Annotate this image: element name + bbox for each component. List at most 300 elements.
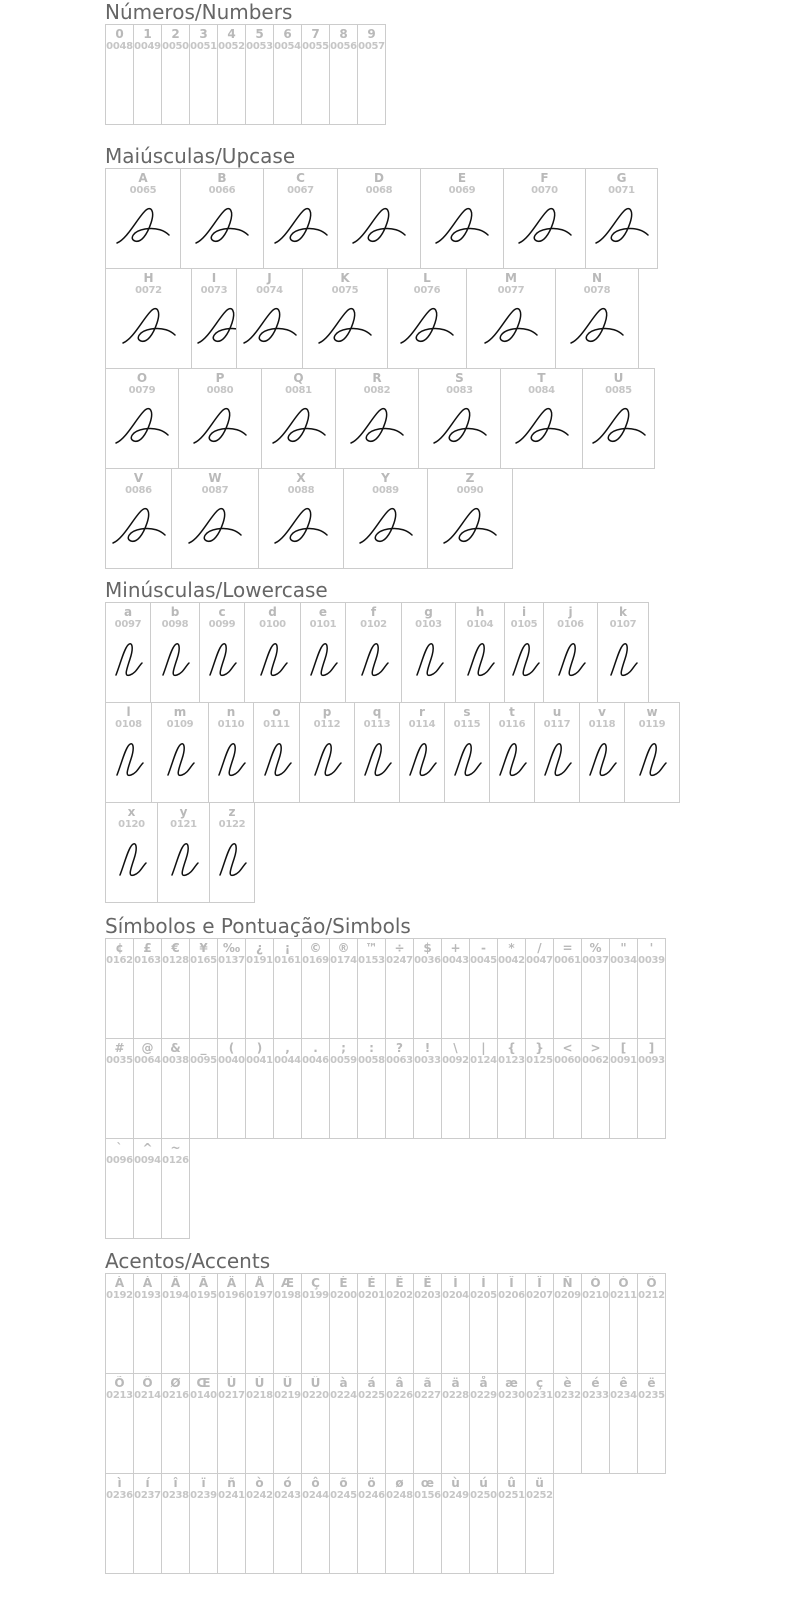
- glyph-code-label: 0036: [414, 955, 441, 966]
- glyph-char-label: z: [228, 805, 236, 819]
- glyph-char-label: J: [267, 271, 272, 285]
- glyph-cell: [178, 368, 262, 469]
- glyph-cell: [582, 368, 655, 469]
- script-glyph-preview: [107, 501, 171, 553]
- glyph-cell: [329, 1038, 358, 1139]
- script-glyph-preview: [190, 201, 254, 253]
- glyph-char-label: ó: [283, 1476, 292, 1490]
- glyph-cell: [469, 938, 498, 1039]
- glyph-cell: [209, 802, 255, 903]
- script-glyph-preview: [202, 635, 242, 687]
- glyph-code-label: 0100: [259, 619, 286, 630]
- glyph-row: [105, 802, 679, 902]
- glyph-char-label: ]: [648, 1041, 655, 1055]
- glyph-cell: [263, 168, 338, 269]
- glyph-code-label: 0105: [510, 619, 538, 630]
- glyph-cell: [105, 602, 151, 703]
- glyph-cell: [357, 1273, 386, 1374]
- glyph-code-label: 0213: [106, 1390, 133, 1401]
- glyph-char-label: c: [218, 605, 226, 619]
- glyph-cell: [441, 1373, 470, 1474]
- glyph-cell: [105, 1473, 134, 1574]
- glyph-code-label: 0161: [274, 955, 301, 966]
- glyph-char-label: ä: [451, 1376, 460, 1390]
- glyph-cell: [258, 468, 344, 569]
- glyph-cell: [261, 368, 336, 469]
- glyph-code-label: 0236: [106, 1490, 133, 1501]
- glyph-cell: [581, 1373, 610, 1474]
- glyph-cell: [637, 938, 666, 1039]
- glyph-cell: [357, 1473, 386, 1574]
- glyph-char-label: À: [114, 1276, 125, 1290]
- glyph-code-label: 0217: [218, 1390, 245, 1401]
- glyph-code-label: 0084: [528, 385, 555, 396]
- glyph-char-label: Â: [170, 1276, 181, 1290]
- glyph-code-label: 0073: [200, 285, 228, 296]
- glyph-cell: [245, 1373, 274, 1474]
- glyph-cell: [189, 938, 218, 1039]
- glyph-cell: [105, 268, 192, 369]
- glyph-code-label: 0109: [166, 719, 194, 730]
- glyph-code-label: 0043: [442, 955, 469, 966]
- glyph-code-label: 0206: [498, 1290, 525, 1301]
- glyph-char-label: X: [296, 471, 306, 485]
- glyph-code-label: 0228: [442, 1390, 469, 1401]
- glyph-char-label: H: [143, 271, 154, 285]
- glyph-cell: [497, 1038, 526, 1139]
- glyph-code-label: 0110: [217, 719, 245, 730]
- glyph-char-label: >: [590, 1041, 601, 1055]
- glyph-cell: [189, 24, 218, 125]
- glyph-cell: [273, 1473, 302, 1574]
- glyph-code-label: 0125: [526, 1055, 553, 1066]
- glyph-char-label: y: [179, 805, 188, 819]
- glyph-code-label: 0227: [414, 1390, 441, 1401]
- glyph-row: [105, 602, 679, 702]
- script-glyph-preview: [238, 301, 302, 353]
- glyph-char-label: ñ: [227, 1476, 236, 1490]
- glyph-cell: [469, 1473, 498, 1574]
- glyph-code-label: 0111: [263, 719, 290, 730]
- glyph-code-label: 0246: [358, 1490, 385, 1501]
- glyph-cell: [585, 168, 658, 269]
- glyph-char-label: Ó: [618, 1276, 629, 1290]
- glyph-code-label: 0067: [287, 185, 314, 196]
- glyph-code-label: 0211: [610, 1290, 637, 1301]
- glyph-grid: [105, 938, 665, 1238]
- glyph-char-label: /: [537, 941, 542, 955]
- glyph-char-label: |: [481, 1041, 486, 1055]
- script-glyph-preview: [447, 735, 487, 787]
- glyph-cell: [157, 802, 210, 903]
- glyph-cell: [387, 268, 467, 369]
- glyph-char-label: Ë: [423, 1276, 432, 1290]
- glyph-code-label: 0219: [274, 1390, 301, 1401]
- script-glyph-preview: [267, 401, 331, 453]
- glyph-cell: [301, 938, 330, 1039]
- glyph-cell: [609, 1038, 638, 1139]
- glyph-char-label: Ê: [395, 1276, 404, 1290]
- glyph-code-label: 0049: [134, 41, 161, 52]
- glyph-cell: [525, 1273, 554, 1374]
- glyph-row: [105, 368, 657, 468]
- glyph-cell: [105, 802, 158, 903]
- glyph-char-label: ~: [170, 1141, 181, 1155]
- glyph-cell: [441, 1273, 470, 1374]
- glyph-cell: [553, 938, 582, 1039]
- glyph-code-label: 0230: [498, 1390, 525, 1401]
- glyph-cell: [300, 602, 346, 703]
- glyph-code-label: 0231: [526, 1390, 553, 1401]
- glyph-code-label: 0224: [330, 1390, 357, 1401]
- glyph-char-label: ®: [337, 941, 350, 955]
- glyph-cell: [597, 602, 649, 703]
- glyph-code-label: 0053: [246, 41, 273, 52]
- glyph-cell: [500, 368, 583, 469]
- glyph-cell: [301, 1273, 330, 1374]
- glyph-char-label: {: [507, 1041, 516, 1055]
- glyph-cell: [133, 1038, 162, 1139]
- glyph-char-label: Ä: [226, 1276, 237, 1290]
- glyph-code-label: 0069: [448, 185, 476, 196]
- script-glyph-preview: [582, 735, 622, 787]
- glyph-code-label: 0034: [610, 955, 637, 966]
- glyph-char-label: ê: [619, 1376, 628, 1390]
- glyph-cell: [105, 368, 179, 469]
- glyph-cell: [329, 24, 358, 125]
- glyph-char-label: T: [537, 371, 546, 385]
- glyph-cell: [105, 938, 134, 1039]
- glyph-char-label: ‰: [222, 941, 241, 955]
- script-glyph-preview: [357, 735, 397, 787]
- glyph-cell: [343, 468, 428, 569]
- glyph-code-label: 0241: [218, 1490, 245, 1501]
- glyph-char-label: S: [455, 371, 464, 385]
- glyph-code-label: 0071: [608, 185, 635, 196]
- glyph-code-label: 0080: [206, 385, 234, 396]
- glyph-char-label: £: [143, 941, 152, 955]
- script-glyph-preview: [109, 735, 149, 787]
- glyph-char-label: ò: [255, 1476, 264, 1490]
- glyph-code-label: 0102: [360, 619, 387, 630]
- section-title: Números/Numbers: [105, 0, 293, 24]
- glyph-code-label: 0128: [162, 955, 189, 966]
- glyph-char-label: Y: [381, 471, 390, 485]
- glyph-char-label: =: [562, 941, 573, 955]
- glyph-cell: [413, 938, 442, 1039]
- glyph-grid: [105, 24, 385, 124]
- glyph-char-label: !: [424, 1041, 431, 1055]
- glyph-code-label: 0095: [190, 1055, 217, 1066]
- section: [105, 578, 679, 902]
- glyph-cell: [217, 938, 246, 1039]
- glyph-cell: [273, 1373, 302, 1474]
- glyph-cell: [161, 1373, 190, 1474]
- glyph-char-label: k: [619, 605, 627, 619]
- glyph-cell: [469, 1373, 498, 1474]
- glyph-code-label: 0244: [302, 1490, 329, 1501]
- glyph-code-label: 0044: [274, 1055, 301, 1066]
- glyph-code-label: 0226: [386, 1390, 413, 1401]
- glyph-cell: [189, 1273, 218, 1374]
- glyph-char-label: ?: [396, 1041, 403, 1055]
- glyph-cell: [624, 702, 680, 803]
- glyph-char-label: ø: [395, 1476, 404, 1490]
- glyph-char-label: ì: [117, 1476, 122, 1490]
- glyph-code-label: 0068: [365, 185, 393, 196]
- glyph-code-label: 0094: [134, 1155, 161, 1166]
- glyph-code-label: 0243: [274, 1490, 301, 1501]
- script-glyph-preview: [587, 401, 651, 453]
- glyph-char-label: A: [138, 171, 148, 185]
- glyph-cell: [105, 1273, 134, 1374]
- glyph-char-label: 2: [171, 27, 180, 41]
- glyph-cell: [579, 702, 625, 803]
- glyph-char-label: (: [228, 1041, 235, 1055]
- glyph-cell: [581, 1038, 610, 1139]
- glyph-cell: [497, 1273, 526, 1374]
- glyph-char-label: Ï: [537, 1276, 542, 1290]
- glyph-cell: [273, 24, 302, 125]
- glyph-code-label: 0101: [309, 619, 337, 630]
- glyph-code-label: 0060: [554, 1055, 581, 1066]
- glyph-char-label: x: [127, 805, 136, 819]
- glyph-cell: [245, 1273, 274, 1374]
- glyph-cell: [504, 602, 544, 703]
- glyph-char-label: Æ: [280, 1276, 295, 1290]
- glyph-row: [105, 702, 679, 802]
- glyph-code-label: 0233: [582, 1390, 609, 1401]
- script-glyph-preview: [492, 735, 532, 787]
- glyph-char-label: g: [424, 605, 433, 619]
- glyph-char-label: Ô: [646, 1276, 657, 1290]
- glyph-char-label: 6: [283, 27, 292, 41]
- glyph-cell: [345, 602, 402, 703]
- glyph-cell: [105, 1373, 134, 1474]
- glyph-char-label: Z: [465, 471, 475, 485]
- section-title: Minúsculas/Lowercase: [105, 578, 328, 602]
- glyph-cell: [301, 1473, 330, 1574]
- glyph-char-label: ': [649, 941, 654, 955]
- glyph-cell: [245, 24, 274, 125]
- glyph-code-label: 0045: [470, 955, 497, 966]
- glyph-code-label: 0248: [386, 1490, 413, 1501]
- glyph-char-label: P: [215, 371, 225, 385]
- glyph-char-label: É: [367, 1276, 376, 1290]
- glyph-cell: [385, 1473, 414, 1574]
- glyph-code-label: 0247: [386, 955, 413, 966]
- glyph-code-label: 0123: [498, 1055, 525, 1066]
- glyph-char-label: 9: [367, 27, 376, 41]
- glyph-char-label: 3: [199, 27, 208, 41]
- glyph-code-label: 0041: [246, 1055, 273, 1066]
- glyph-code-label: 0153: [358, 955, 385, 966]
- glyph-char-label: 4: [227, 27, 236, 41]
- glyph-cell: [534, 702, 580, 803]
- glyph-code-label: 0196: [218, 1290, 245, 1301]
- glyph-char-label: ü: [535, 1476, 544, 1490]
- glyph-cell: [161, 1473, 190, 1574]
- glyph-char-label: ô: [311, 1476, 320, 1490]
- glyph-cell: [133, 1138, 162, 1239]
- glyph-cell: [244, 602, 301, 703]
- glyph-code-label: 0195: [190, 1290, 217, 1301]
- glyph-cell: [301, 1373, 330, 1474]
- glyph-code-label: 0083: [446, 385, 473, 396]
- glyph-char-label: [: [620, 1041, 627, 1055]
- glyph-cell: [357, 24, 386, 125]
- script-glyph-preview: [537, 735, 577, 787]
- glyph-code-label: 0093: [638, 1055, 665, 1066]
- script-glyph-preview: [164, 835, 204, 887]
- glyph-cell: [413, 1273, 442, 1374]
- glyph-code-label: 0107: [609, 619, 637, 630]
- glyph-char-label: õ: [339, 1476, 348, 1490]
- glyph-cell: [105, 1138, 134, 1239]
- glyph-cell: [208, 702, 254, 803]
- glyph-char-label: l: [126, 705, 131, 719]
- glyph-char-label: R: [372, 371, 382, 385]
- glyph-code-label: 0140: [190, 1390, 217, 1401]
- glyph-cell: [489, 702, 535, 803]
- script-glyph-preview: [188, 401, 252, 453]
- glyph-char-label: æ: [505, 1376, 518, 1390]
- glyph-code-label: 0194: [162, 1290, 189, 1301]
- glyph-char-label: Ú: [254, 1376, 265, 1390]
- glyph-code-label: 0051: [190, 41, 217, 52]
- glyph-char-label: s: [463, 705, 471, 719]
- glyph-char-label: à: [339, 1376, 348, 1390]
- glyph-char-label: ©: [309, 941, 322, 955]
- glyph-code-label: 0058: [358, 1055, 385, 1066]
- glyph-code-label: 0040: [218, 1055, 245, 1066]
- glyph-char-label: Õ: [114, 1376, 125, 1390]
- glyph-code-label: 0232: [554, 1390, 581, 1401]
- glyph-cell: [217, 1373, 246, 1474]
- glyph-char-label: ): [256, 1041, 263, 1055]
- glyph-code-label: 0059: [330, 1055, 357, 1066]
- glyph-code-label: 0126: [162, 1155, 189, 1166]
- glyph-code-label: 0081: [285, 385, 312, 396]
- glyph-code-label: 0162: [106, 955, 133, 966]
- glyph-char-label: :: [369, 1041, 374, 1055]
- glyph-cell: [413, 1038, 442, 1139]
- glyph-code-label: 0033: [414, 1055, 441, 1066]
- glyph-row: [105, 938, 665, 1038]
- glyph-cell: [329, 1373, 358, 1474]
- glyph-code-label: 0039: [638, 955, 665, 966]
- glyph-cell: [217, 1038, 246, 1139]
- script-glyph-preview: [513, 201, 577, 253]
- glyph-char-label: Œ: [196, 1376, 211, 1390]
- glyph-cell: [189, 1038, 218, 1139]
- glyph-cell: [161, 24, 190, 125]
- script-glyph-preview: [402, 735, 442, 787]
- glyph-code-label: 0048: [106, 41, 133, 52]
- glyph-cell: [455, 602, 505, 703]
- glyph-char-label: d: [268, 605, 277, 619]
- glyph-char-label: @: [141, 1041, 154, 1055]
- glyph-code-label: 0106: [557, 619, 584, 630]
- glyph-cell: [503, 168, 586, 269]
- glyph-cell: [133, 1373, 162, 1474]
- glyph-char-label: #: [114, 1041, 125, 1055]
- section: [105, 0, 385, 124]
- script-glyph-preview: [603, 635, 643, 687]
- glyph-char-label: è: [563, 1376, 572, 1390]
- glyph-char-label: é: [591, 1376, 600, 1390]
- glyph-code-label: 0229: [470, 1390, 497, 1401]
- glyph-cell: [466, 268, 556, 369]
- glyph-code-label: 0252: [526, 1490, 553, 1501]
- script-glyph-preview: [155, 635, 195, 687]
- section-title: Maiúsculas/Upcase: [105, 144, 296, 168]
- glyph-cell: [301, 1038, 330, 1139]
- glyph-cell: [525, 938, 554, 1039]
- glyph-char-label: Å: [254, 1276, 265, 1290]
- glyph-cell: [161, 1038, 190, 1139]
- glyph-char-label: Û: [282, 1376, 293, 1390]
- glyph-char-label: \: [453, 1041, 458, 1055]
- glyph-cell: [180, 168, 264, 269]
- glyph-cell: [553, 1038, 582, 1139]
- script-glyph-preview: [460, 635, 500, 687]
- glyph-grid: [105, 168, 657, 568]
- glyph-cell: [301, 24, 330, 125]
- glyph-code-label: 0124: [470, 1055, 497, 1066]
- script-glyph-preview: [409, 635, 449, 687]
- glyph-cell: [637, 1273, 666, 1374]
- glyph-cell: [543, 602, 598, 703]
- glyph-char-label: p: [322, 705, 332, 719]
- glyph-code-label: 0078: [583, 285, 611, 296]
- glyph-code-label: 0104: [466, 619, 494, 630]
- glyph-cell: [385, 938, 414, 1039]
- glyph-char-label: ^: [142, 1141, 153, 1155]
- glyph-cell: [385, 1038, 414, 1139]
- glyph-char-label: &: [170, 1041, 181, 1055]
- glyph-cell: [497, 938, 526, 1039]
- glyph-code-label: 0250: [470, 1490, 497, 1501]
- glyph-code-label: 0117: [543, 719, 571, 730]
- glyph-cell: [133, 938, 162, 1039]
- glyph-char-label: Q: [293, 371, 304, 385]
- glyph-char-label: á: [367, 1376, 376, 1390]
- glyph-cell: [441, 1038, 470, 1139]
- glyph-char-label: ¡: [284, 941, 291, 955]
- glyph-cell: [191, 268, 237, 369]
- glyph-code-label: 0210: [582, 1290, 609, 1301]
- glyph-cell: [133, 1273, 162, 1374]
- glyph-cell: [245, 938, 274, 1039]
- glyph-char-label: $: [423, 941, 432, 955]
- glyph-cell: [245, 1038, 274, 1139]
- glyph-char-label: u: [552, 705, 562, 719]
- glyph-code-label: 0091: [610, 1055, 637, 1066]
- glyph-char-label: ù: [451, 1476, 460, 1490]
- glyph-char-label: +: [450, 941, 461, 955]
- glyph-code-label: 0092: [442, 1055, 469, 1066]
- glyph-code-label: 0198: [274, 1290, 301, 1301]
- glyph-char-label: W: [208, 471, 222, 485]
- script-glyph-preview: [111, 201, 175, 253]
- glyph-cell: [354, 702, 400, 803]
- script-glyph-preview: [112, 835, 152, 887]
- glyph-cell: [553, 1373, 582, 1474]
- glyph-cell: [413, 1473, 442, 1574]
- section-title: Acentos/Accents: [105, 1249, 271, 1273]
- script-glyph-preview: [212, 835, 252, 887]
